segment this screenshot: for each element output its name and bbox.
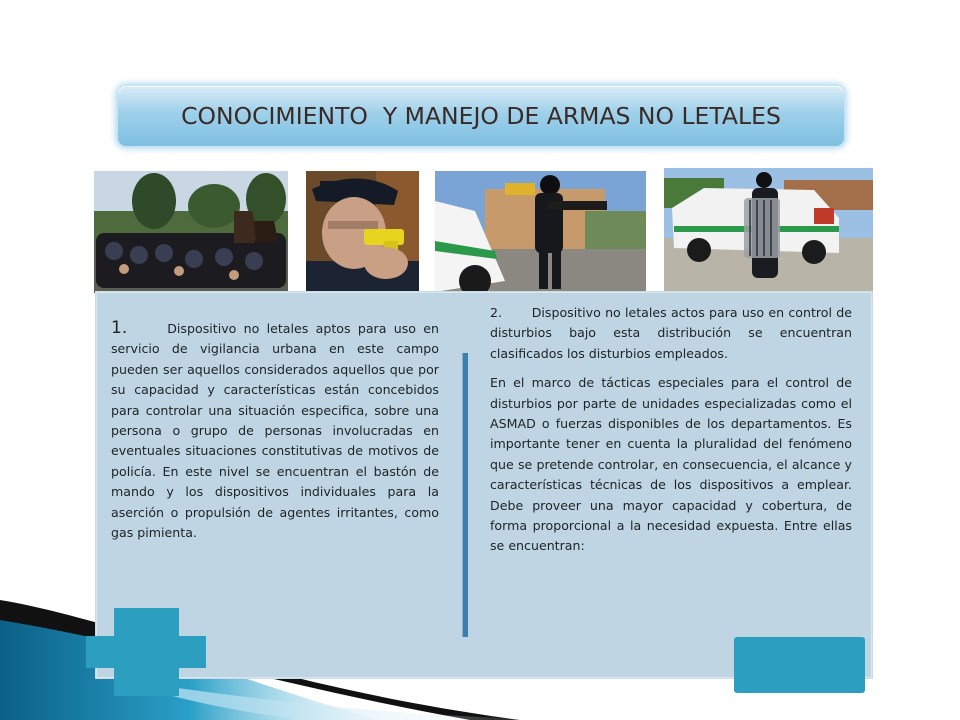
photo-mounted-police-image (94, 171, 288, 293)
photo-officer-launcher (435, 171, 646, 292)
right-column-paragraph-2: En el marco de tácticas especiales para el control de disturbios por parte de unidades especializadas como el ASMAD o fuerzas disponibles de los departamentos. Es importante tener en cuenta la pluralidad del fenómeno que se pretende controlar, en consecuencia, el alcance y características técnicas de los dispositivos a emplear. Debe proveer una mayor capacidad y cobertura, de forma proporcional a la necesidad expuesta. Entre ellas se encuentran: (490, 375, 852, 554)
column-divider (462, 353, 468, 637)
left-column-text: Dispositivo no letales aptos para uso en servicio de vigilancia urbana en este campo pueden ser aquellos considerados aquellos que por su capacidad y características están concebidos para controlar una situación especifica, sobre una persona o grupo de personas involucradas en eventuales situaciones constitutivas de motivos de policía. En este nivel se encuentran el bastón de mando y los dispositivos individuales para la aserción o propulsión de agentes irritantes, como gas pimienta. (111, 321, 439, 541)
left-column (111, 318, 439, 543)
title-banner (118, 86, 844, 146)
photo-officer-launcher-image (435, 171, 646, 292)
item-number-1: 1. (111, 318, 128, 338)
photo-taser-officer-image (306, 171, 419, 294)
photo-mounted-police (94, 171, 288, 293)
left-column-paragraph (111, 318, 439, 543)
photo-riot-shield (664, 168, 873, 291)
right-column-paragraph-1: 2. Dispositivo no letales actos para uso en control de disturbios bajo esta distribución se encuentran clasificados los disturbios empleados. (490, 305, 852, 361)
photo-riot-shield-image (664, 168, 873, 291)
photo-taser-officer (306, 171, 419, 294)
right-column (490, 303, 852, 557)
slide-title: CONOCIMIENTO Y MANEJO DE ARMAS NO LETALES (181, 102, 781, 130)
cross-decoration-horizontal (86, 636, 206, 668)
next-slide-button[interactable] (734, 637, 865, 693)
